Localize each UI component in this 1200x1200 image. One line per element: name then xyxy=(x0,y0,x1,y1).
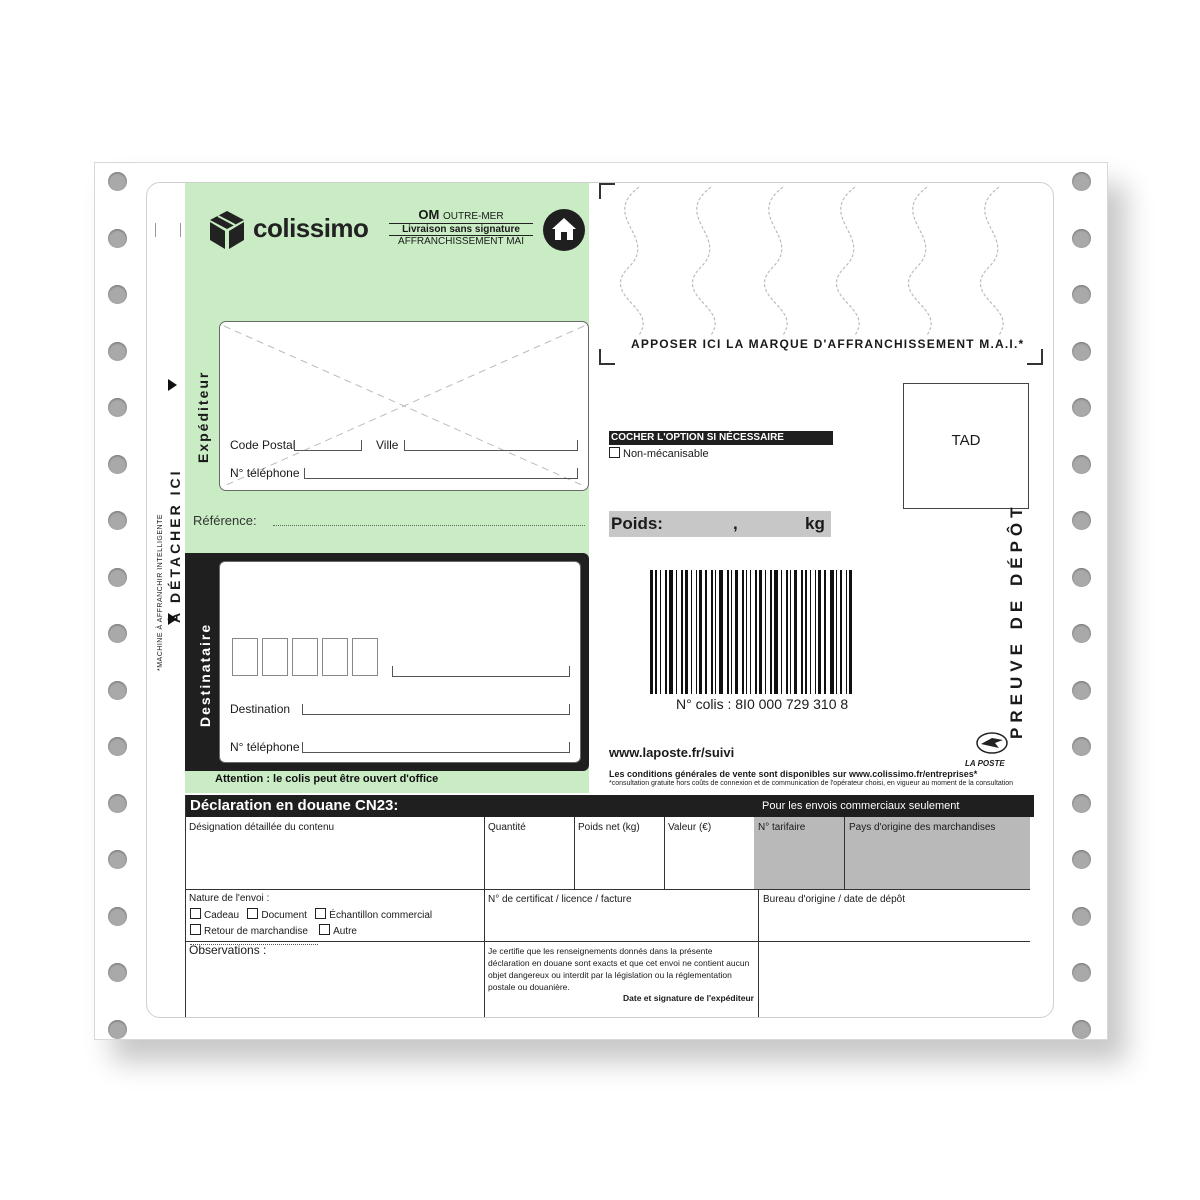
postal-code-field[interactable] xyxy=(294,440,362,451)
watermark-cross xyxy=(220,322,588,490)
barcode-bar xyxy=(750,570,751,694)
machine-note: *MACHINE À AFFRANCHIR INTELLIGENTE xyxy=(157,513,164,671)
weight-unit: kg xyxy=(805,514,825,533)
brand-name: colissimo xyxy=(253,213,369,243)
nature-cell xyxy=(186,889,485,941)
corner-mark xyxy=(1027,349,1043,365)
tad-box xyxy=(903,383,1029,509)
barcode-bar xyxy=(765,570,766,694)
conditions-line1: Les conditions générales de vente sont disponibles sur www.colissimo.fr/entreprises* xyxy=(609,769,978,779)
tractor-hole xyxy=(1072,568,1091,587)
quantity-label: Quantité xyxy=(488,822,526,833)
option-return[interactable]: Retour de marchandise xyxy=(190,926,308,937)
weight-label: Poids: xyxy=(611,514,663,533)
tractor-hole xyxy=(1072,963,1091,982)
tractor-hole xyxy=(108,455,127,474)
arrow-right-icon xyxy=(168,613,177,625)
tractor-hole xyxy=(1072,229,1091,248)
colissimo-cube-icon xyxy=(207,209,247,251)
barcode-bar xyxy=(719,570,723,694)
tractor-hole xyxy=(1072,1020,1091,1039)
conditions-line2: *consultation gratuite hors coûts de connexion et de communication de l'opérateur choisi, en vigueur au moment de la consultation xyxy=(609,780,1014,787)
barcode-bar xyxy=(742,570,744,694)
attention-note: Attention : le colis peut être ouvert d'office xyxy=(215,773,439,785)
tractor-hole xyxy=(1072,285,1091,304)
proof-of-deposit: PREUVE DE DÉPÔT xyxy=(1007,502,1026,739)
option-other[interactable]: Autre xyxy=(319,926,357,937)
tractor-hole xyxy=(1072,624,1091,643)
tractor-hole xyxy=(1072,850,1091,869)
sender-address-box[interactable] xyxy=(219,321,589,491)
barcode-bar xyxy=(790,570,791,694)
tractor-hole xyxy=(1072,681,1091,700)
certification-cell[interactable] xyxy=(484,941,759,1017)
barcode-bar xyxy=(849,570,852,694)
option-label: Non-mécanisable xyxy=(623,448,709,460)
detach-text: À DÉTACHER ICI xyxy=(167,468,183,623)
nature-label: Nature de l'envoi : xyxy=(189,893,270,904)
certificate-label: N° de certificat / licence / facture xyxy=(488,894,632,905)
value-cell[interactable] xyxy=(664,817,755,889)
barcode-bar xyxy=(836,570,837,694)
option-document[interactable]: Document xyxy=(247,910,307,921)
observations-cell[interactable] xyxy=(186,941,485,1017)
option-non-mechanizable[interactable] xyxy=(609,447,709,460)
barcode-bar xyxy=(805,570,807,694)
barcode-bar xyxy=(830,570,834,694)
origin-label: Pays d'origine des marchandises xyxy=(849,822,996,833)
tractor-hole xyxy=(108,342,127,361)
tractor-hole xyxy=(1072,907,1091,926)
home-delivery-icon xyxy=(543,209,585,251)
weight-field[interactable] xyxy=(609,511,831,537)
arrow-right-icon xyxy=(168,379,177,391)
barcode-bar xyxy=(774,570,778,694)
franking-wave-pattern xyxy=(609,187,1039,335)
net-weight-cell[interactable] xyxy=(574,817,665,889)
designation-label: Désignation détaillée du contenu xyxy=(189,822,335,833)
tractor-hole xyxy=(108,624,127,643)
city-destination-field[interactable] xyxy=(392,666,570,677)
quantity-cell[interactable] xyxy=(484,817,575,889)
barcode-bar xyxy=(691,570,692,694)
corner-mark xyxy=(599,349,615,365)
tractor-hole xyxy=(1072,794,1091,813)
recipient-phone-label: N° téléphone xyxy=(230,740,300,754)
barcode-bar xyxy=(786,570,788,694)
options-header: COCHER L'OPTION SI NÉCESSAIRE xyxy=(609,431,833,445)
parcel-barcode xyxy=(650,570,898,694)
barcode-bar xyxy=(755,570,757,694)
destination-label: Destination xyxy=(230,702,291,716)
franking-instruction: APPOSER ICI LA MARQUE D'AFFRANCHISSEMENT M.A.I.* xyxy=(631,337,1025,351)
barcode-bar xyxy=(650,570,653,694)
tractor-hole xyxy=(108,285,127,304)
barcode-bar xyxy=(715,570,716,694)
barcode-bar xyxy=(781,570,782,694)
office-label: Bureau d'origine / date de dépôt xyxy=(763,894,906,905)
barcode-bar xyxy=(818,570,821,694)
tractor-hole xyxy=(108,907,127,926)
contents-row xyxy=(186,817,1030,890)
certificate-cell[interactable] xyxy=(484,889,759,941)
postal-code-label: Code Postal xyxy=(230,438,296,452)
signature-label: Date et signature de l'expéditeur xyxy=(623,993,754,1003)
recipient-address-box[interactable] xyxy=(219,561,581,763)
barcode-bar xyxy=(746,570,747,694)
barcode-bar xyxy=(699,570,702,694)
barcode-bar xyxy=(846,570,847,694)
tractor-hole xyxy=(108,794,127,813)
nature-row xyxy=(186,889,1030,942)
laposte-bird-icon xyxy=(975,731,1009,755)
barcode-bar xyxy=(731,570,732,694)
tractor-hole xyxy=(108,398,127,417)
tractor-hole xyxy=(1072,455,1091,474)
service-delivery: Livraison sans signature xyxy=(389,223,533,236)
tractor-hole xyxy=(1072,737,1091,756)
barcode-bar xyxy=(696,570,697,694)
barcode-bar xyxy=(665,570,667,694)
tractor-hole xyxy=(108,511,127,530)
barcode-bar xyxy=(840,570,842,694)
barcode-bar xyxy=(770,570,772,694)
barcode-bar xyxy=(681,570,683,694)
barcode-bar xyxy=(655,570,657,694)
cn23-form xyxy=(185,795,1030,1017)
cn23-title: Déclaration en douane CN23: xyxy=(186,795,762,817)
barcode-bar xyxy=(759,570,762,694)
sender-phone-label: N° téléphone xyxy=(230,466,300,480)
postal-code-boxes[interactable] xyxy=(232,638,378,676)
recipient-phone-field[interactable] xyxy=(302,742,570,753)
certification-text: Je certifie que les renseignements donnés dans la présente déclaration en douane sont exacts et que cet envoi ne contient aucun objet dangereux ou interdit par la législation ou la réglementation postale ou douanière. xyxy=(488,946,750,992)
city-label: Ville xyxy=(376,438,399,452)
weight-separator: , xyxy=(733,514,738,533)
tracking-url[interactable]: www.laposte.fr/suivi xyxy=(609,745,735,760)
checkbox[interactable] xyxy=(609,447,620,458)
tractor-hole xyxy=(108,963,127,982)
commercial-header: Pour les envois commerciaux seulement xyxy=(758,795,1034,817)
sender-side-label: Expéditeur xyxy=(195,370,211,463)
barcode-bar xyxy=(815,570,816,694)
service-zone: OUTRE-MER xyxy=(443,211,504,222)
barcode-bar xyxy=(676,570,677,694)
barcode-bar xyxy=(685,570,688,694)
barcode-bar xyxy=(711,570,713,694)
service-block xyxy=(385,207,537,247)
tractor-hole xyxy=(108,229,127,248)
designation-cell[interactable] xyxy=(186,817,485,889)
tariff-label: N° tarifaire xyxy=(758,822,806,833)
tractor-hole xyxy=(108,568,127,587)
observations-label: Observations : xyxy=(189,943,267,957)
barcode-bar xyxy=(824,570,826,694)
barcode-bar xyxy=(810,570,811,694)
tractor-hole xyxy=(1072,398,1091,417)
tractor-hole xyxy=(108,681,127,700)
barcode-bar xyxy=(727,570,729,694)
tractor-hole xyxy=(1072,511,1091,530)
tractor-hole xyxy=(108,172,127,191)
recipient-side-label: Destinataire xyxy=(197,622,213,727)
tractor-hole xyxy=(108,737,127,756)
tractor-hole xyxy=(1072,342,1091,361)
barcode-bar xyxy=(669,570,673,694)
origin-cell[interactable] xyxy=(845,817,1030,889)
service-franking: AFFRANCHISSEMENT MAI xyxy=(398,236,524,247)
barcode-bar xyxy=(794,570,797,694)
service-code: OM xyxy=(418,207,440,222)
tractor-hole xyxy=(108,850,127,869)
net-weight-label: Poids net (kg) xyxy=(578,822,640,833)
shipping-label xyxy=(146,182,1054,1018)
barcode-bar xyxy=(660,570,661,694)
barcode-bar xyxy=(705,570,707,694)
tractor-hole xyxy=(1072,172,1091,191)
option-gift[interactable]: Cadeau xyxy=(190,910,239,921)
parcel-number: N° colis : 8I0 000 729 310 8 xyxy=(676,696,849,712)
reference-label: Référence: xyxy=(193,513,257,528)
city-field[interactable] xyxy=(404,440,578,451)
tariff-cell[interactable] xyxy=(754,817,845,889)
destination-field[interactable] xyxy=(302,704,570,715)
detach-marks xyxy=(155,223,181,237)
reference-field[interactable] xyxy=(273,525,585,526)
barcode-bar xyxy=(801,570,803,694)
barcode-bar xyxy=(735,570,738,694)
office-cell[interactable] xyxy=(759,889,1030,941)
option-sample[interactable]: Échantillon commercial xyxy=(315,910,432,921)
tractor-hole xyxy=(108,1020,127,1039)
sender-phone-field[interactable] xyxy=(304,468,578,479)
tad-label: TAD xyxy=(951,432,981,449)
value-label: Valeur (€) xyxy=(668,822,712,833)
laposte-logo-text: LA POSTE xyxy=(965,759,1005,768)
